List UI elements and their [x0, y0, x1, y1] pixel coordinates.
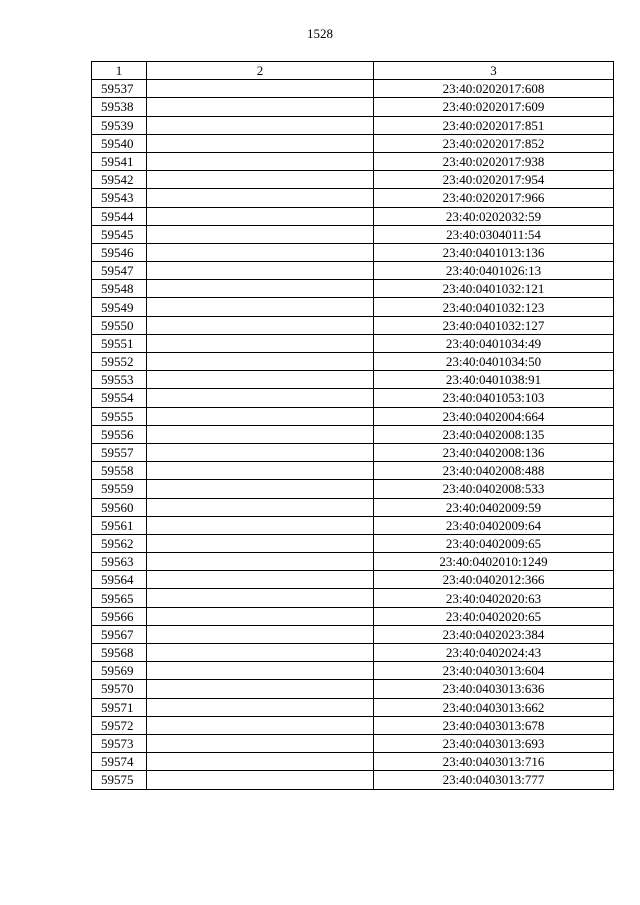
cadastral-number-cell: 23:40:0403013:678	[374, 716, 614, 734]
row-number-cell: 59557	[92, 443, 147, 461]
table-row	[92, 262, 614, 280]
description-cell	[147, 407, 374, 425]
cadastral-number-cell: 23:40:0401013:136	[374, 243, 614, 261]
description-cell	[147, 607, 374, 625]
description-cell	[147, 80, 374, 98]
table-row	[92, 680, 614, 698]
cadastral-number-cell: 23:40:0401026:13	[374, 262, 614, 280]
cadastral-number-cell: 23:40:0401053:103	[374, 389, 614, 407]
row-number-cell: 59547	[92, 262, 147, 280]
table-row	[92, 716, 614, 734]
cadastral-number-cell: 23:40:0402010:1249	[374, 553, 614, 571]
description-cell	[147, 662, 374, 680]
row-number-cell: 59544	[92, 207, 147, 225]
cadastral-number-cell: 23:40:0401038:91	[374, 371, 614, 389]
cadastral-number-cell: 23:40:0403013:693	[374, 734, 614, 752]
row-number-cell: 59545	[92, 225, 147, 243]
cadastral-number-cell: 23:40:0403013:662	[374, 698, 614, 716]
row-number-cell: 59568	[92, 644, 147, 662]
table-row	[92, 225, 614, 243]
table-row	[92, 462, 614, 480]
table-row	[92, 571, 614, 589]
description-cell	[147, 389, 374, 407]
table-row	[92, 480, 614, 498]
cadastral-number-cell: 23:40:0202017:852	[374, 134, 614, 152]
table-row	[92, 425, 614, 443]
description-cell	[147, 625, 374, 643]
header-row	[92, 62, 614, 80]
table-row	[92, 516, 614, 534]
row-number-cell: 59562	[92, 534, 147, 552]
description-cell	[147, 425, 374, 443]
table-row	[92, 771, 614, 789]
row-number-cell: 59550	[92, 316, 147, 334]
description-cell	[147, 716, 374, 734]
cadastral-number-cell: 23:40:0402008:533	[374, 480, 614, 498]
row-number-cell: 59574	[92, 753, 147, 771]
row-number-cell: 59548	[92, 280, 147, 298]
description-cell	[147, 152, 374, 170]
cadastral-number-cell: 23:40:0401032:121	[374, 280, 614, 298]
description-cell	[147, 553, 374, 571]
description-cell	[147, 262, 374, 280]
description-cell	[147, 353, 374, 371]
row-number-cell: 59539	[92, 116, 147, 134]
table-row	[92, 334, 614, 352]
cadastral-number-cell: 23:40:0402004:664	[374, 407, 614, 425]
registry-table	[91, 61, 614, 790]
cadastral-number-cell: 23:40:0402008:135	[374, 425, 614, 443]
table-row	[92, 116, 614, 134]
description-cell	[147, 225, 374, 243]
row-number-cell: 59556	[92, 425, 147, 443]
table-row	[92, 298, 614, 316]
row-number-cell: 59563	[92, 553, 147, 571]
table-row	[92, 134, 614, 152]
table-row	[92, 644, 614, 662]
description-cell	[147, 571, 374, 589]
table-row	[92, 753, 614, 771]
description-cell	[147, 480, 374, 498]
cadastral-number-cell: 23:40:0402024:43	[374, 644, 614, 662]
cadastral-number-cell: 23:40:0402009:59	[374, 498, 614, 516]
description-cell	[147, 189, 374, 207]
description-cell	[147, 171, 374, 189]
row-number-cell: 59565	[92, 589, 147, 607]
row-number-cell: 59564	[92, 571, 147, 589]
cadastral-number-cell: 23:40:0401034:50	[374, 353, 614, 371]
column-header-1: 1	[92, 62, 147, 80]
table-row	[92, 371, 614, 389]
row-number-cell: 59542	[92, 171, 147, 189]
cadastral-number-cell: 23:40:0401032:127	[374, 316, 614, 334]
table-row	[92, 207, 614, 225]
cadastral-number-cell: 23:40:0403013:604	[374, 662, 614, 680]
table-row	[92, 625, 614, 643]
description-cell	[147, 316, 374, 334]
cadastral-number-cell: 23:40:0202032:59	[374, 207, 614, 225]
table-row	[92, 80, 614, 98]
row-number-cell: 59575	[92, 771, 147, 789]
row-number-cell: 59554	[92, 389, 147, 407]
description-cell	[147, 116, 374, 134]
description-cell	[147, 443, 374, 461]
table-header	[92, 62, 614, 80]
description-cell	[147, 698, 374, 716]
table-row	[92, 316, 614, 334]
cadastral-number-cell: 23:40:0402009:65	[374, 534, 614, 552]
table-row	[92, 498, 614, 516]
cadastral-number-cell: 23:40:0202017:954	[374, 171, 614, 189]
description-cell	[147, 243, 374, 261]
description-cell	[147, 334, 374, 352]
row-number-cell: 59569	[92, 662, 147, 680]
row-number-cell: 59559	[92, 480, 147, 498]
table-row	[92, 171, 614, 189]
description-cell	[147, 207, 374, 225]
row-number-cell: 59546	[92, 243, 147, 261]
description-cell	[147, 134, 374, 152]
row-number-cell: 59561	[92, 516, 147, 534]
cadastral-number-cell: 23:40:0402020:65	[374, 607, 614, 625]
description-cell	[147, 589, 374, 607]
table-row	[92, 698, 614, 716]
cadastral-number-cell: 23:40:0403013:777	[374, 771, 614, 789]
row-number-cell: 59551	[92, 334, 147, 352]
row-number-cell: 59555	[92, 407, 147, 425]
cadastral-number-cell: 23:40:0402009:64	[374, 516, 614, 534]
table-row	[92, 98, 614, 116]
table-body	[92, 80, 614, 789]
table-row	[92, 734, 614, 752]
description-cell	[147, 753, 374, 771]
cadastral-number-cell: 23:40:0202017:851	[374, 116, 614, 134]
description-cell	[147, 771, 374, 789]
table-row	[92, 553, 614, 571]
description-cell	[147, 644, 374, 662]
row-number-cell: 59537	[92, 80, 147, 98]
table-row	[92, 607, 614, 625]
table-row	[92, 353, 614, 371]
cadastral-number-cell: 23:40:0403013:716	[374, 753, 614, 771]
table-row	[92, 589, 614, 607]
table-row	[92, 189, 614, 207]
table-row	[92, 243, 614, 261]
row-number-cell: 59543	[92, 189, 147, 207]
row-number-cell: 59570	[92, 680, 147, 698]
cadastral-number-cell: 23:40:0402008:136	[374, 443, 614, 461]
table-row	[92, 443, 614, 461]
table-row	[92, 534, 614, 552]
cadastral-number-cell: 23:40:0202017:609	[374, 98, 614, 116]
cadastral-number-cell: 23:40:0401032:123	[374, 298, 614, 316]
cadastral-number-cell: 23:40:0304011:54	[374, 225, 614, 243]
description-cell	[147, 498, 374, 516]
row-number-cell: 59552	[92, 353, 147, 371]
description-cell	[147, 371, 374, 389]
row-number-cell: 59553	[92, 371, 147, 389]
row-number-cell: 59558	[92, 462, 147, 480]
cadastral-number-cell: 23:40:0202017:938	[374, 152, 614, 170]
table-row	[92, 662, 614, 680]
description-cell	[147, 298, 374, 316]
description-cell	[147, 280, 374, 298]
row-number-cell: 59571	[92, 698, 147, 716]
row-number-cell: 59549	[92, 298, 147, 316]
description-cell	[147, 516, 374, 534]
table-row	[92, 152, 614, 170]
row-number-cell: 59538	[92, 98, 147, 116]
cadastral-number-cell: 23:40:0402023:384	[374, 625, 614, 643]
row-number-cell: 59567	[92, 625, 147, 643]
row-number-cell: 59540	[92, 134, 147, 152]
row-number-cell: 59566	[92, 607, 147, 625]
row-number-cell: 59573	[92, 734, 147, 752]
table-row	[92, 280, 614, 298]
row-number-cell: 59541	[92, 152, 147, 170]
row-number-cell: 59572	[92, 716, 147, 734]
cadastral-number-cell: 23:40:0402008:488	[374, 462, 614, 480]
column-header-3: 3	[374, 62, 614, 80]
description-cell	[147, 534, 374, 552]
cadastral-number-cell: 23:40:0202017:608	[374, 80, 614, 98]
row-number-cell: 59560	[92, 498, 147, 516]
table-row	[92, 407, 614, 425]
cadastral-number-cell: 23:40:0401034:49	[374, 334, 614, 352]
description-cell	[147, 680, 374, 698]
cadastral-number-cell: 23:40:0202017:966	[374, 189, 614, 207]
page-number: 1528	[307, 26, 333, 41]
description-cell	[147, 98, 374, 116]
cadastral-number-cell: 23:40:0403013:636	[374, 680, 614, 698]
table-row	[92, 389, 614, 407]
column-header-2: 2	[147, 62, 374, 80]
description-cell	[147, 734, 374, 752]
cadastral-number-cell: 23:40:0402012:366	[374, 571, 614, 589]
description-cell	[147, 462, 374, 480]
cadastral-number-cell: 23:40:0402020:63	[374, 589, 614, 607]
